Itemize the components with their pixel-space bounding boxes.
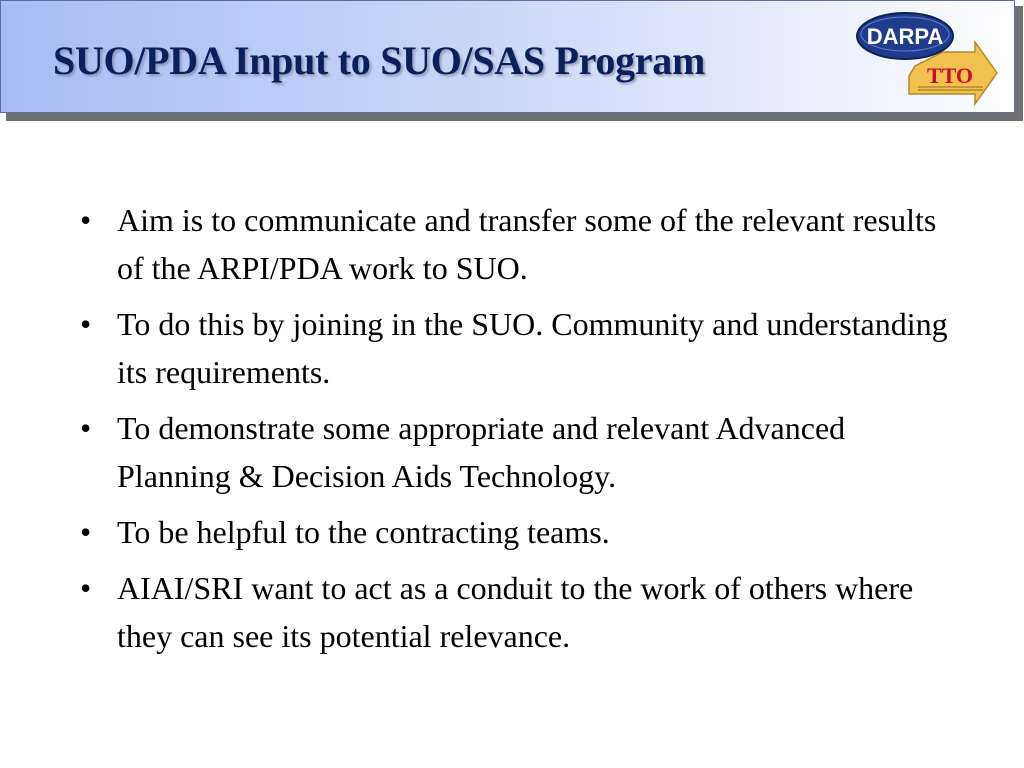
bullet-text: Aim is to communicate and transfer some of the relevant results of the ARPI/PDA work to SUO. [117,202,937,286]
bullet-dot-icon: • [80,570,92,606]
tto-logo-text: TTO [926,63,974,88]
bullet-dot-icon: • [80,202,92,238]
bullet-list [80,196,960,668]
bullet-item [80,300,960,396]
darpa-tto-logo [855,10,1005,108]
bullet-dot-icon: • [80,514,92,550]
bullet-text: To be helpful to the contracting teams. [117,514,610,550]
darpa-oval-icon [857,13,953,59]
bullet-dot-icon: • [80,410,92,446]
bullet-dot-icon: • [80,306,92,342]
bullet-item [80,196,960,292]
bullet-item [80,564,960,660]
bullet-text: To do this by joining in the SUO. Community and understanding its requirements. [117,306,948,390]
bullet-item [80,404,960,500]
slide-title: SUO/PDA Input to SUO/SAS Program [53,38,705,83]
bullet-text: To demonstrate some appropriate and relevant Advanced Planning & Decision Aids Technology. [117,410,846,494]
darpa-logo-text: DARPA [866,24,944,49]
bullet-item [80,508,960,556]
bullet-text: AIAI/SRI want to act as a conduit to the work of others where they can see its potential relevance. [117,570,914,654]
